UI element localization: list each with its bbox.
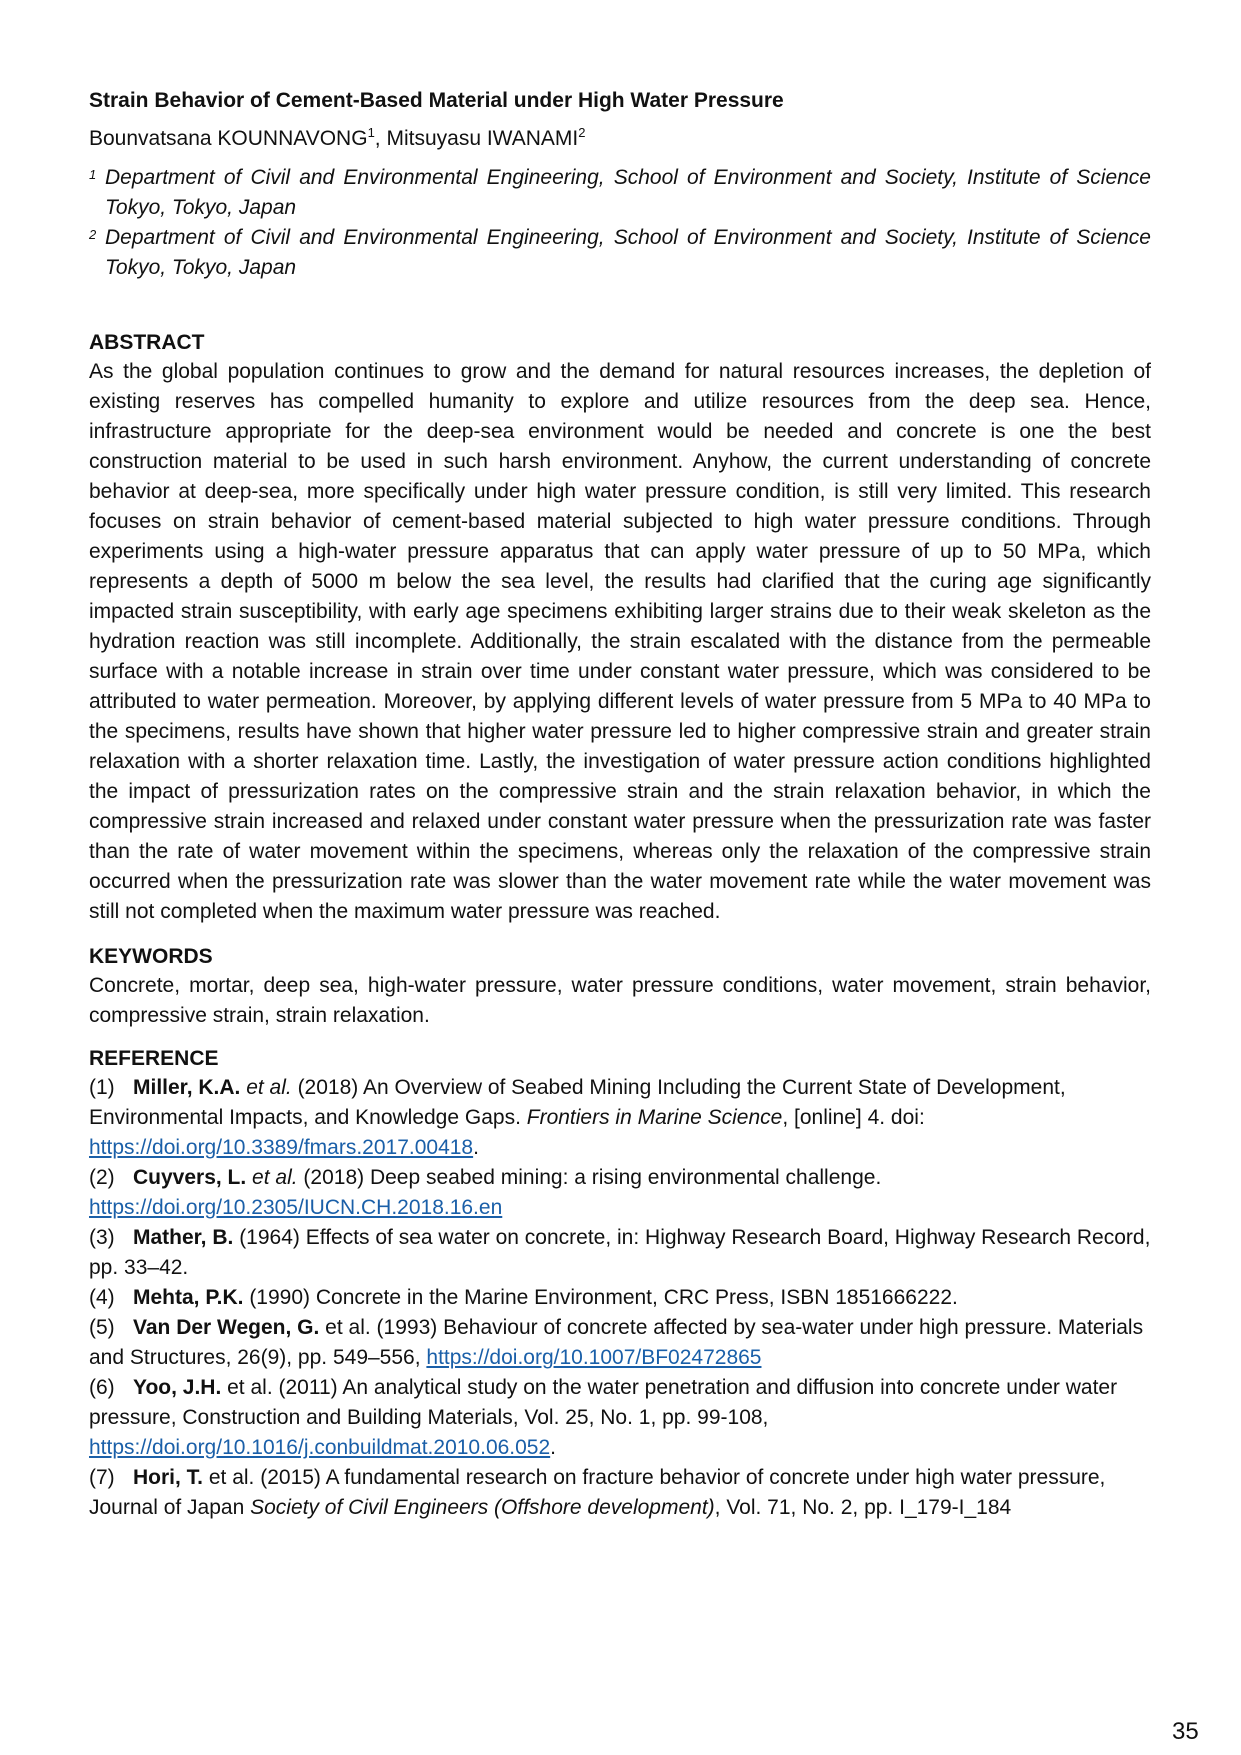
paper-page <box>89 85 1151 1523</box>
reference-number: (2) <box>89 1166 115 1189</box>
reference-number: (7) <box>89 1466 115 1489</box>
reference-doi-link[interactable]: https://doi.org/10.1007/BF02472865 <box>426 1346 762 1369</box>
affiliation-mark: 2 <box>89 227 97 242</box>
reference-et-al: et al. <box>319 1316 371 1339</box>
author-affil-mark: 1 <box>367 125 375 140</box>
abstract-text: As the global population continues to grow and the demand for natural resources increases, the depletion of existing reserves has compelled humanity to explore and utilize resources from the deep sea. Hence, infrastructure appropriate for the deep-sea environment would be needed and concrete is one the best construction material to be used in such harsh environment. Anyhow, the current understanding of concrete behavior at deep-sea, more specifically under high water pressure condition, is still very limited. This research focuses on strain behavior of cement-based material subjected to high water pressure conditions. Through experiments using a high-water pressure apparatus that can apply water pressure of up to 50 MPa, which represents a depth of 5000 m below the sea level, the results had clarified that the curing age significantly impacted strain susceptibility, with early age specimens exhibiting larger strains due to their weak skeleton as the hydration reaction was still incomplete. Additionally, the strain escalated with the distance from the permeable surface with a notable increase in strain over time under constant water pressure, which was considered to be attributed to water permeation. Moreover, by applying different levels of water pressure from 5 MPa to 40 MPa to the specimens, results have shown that higher water pressure led to higher compressive strain and greater strain relaxation with a shorter relaxation time. Lastly, the investigation of water pressure action conditions highlighted the impact of pressurization rates on the compressive strain and the strain relaxation behavior, in which the compressive strain increased and relaxed under constant water pressure when the pressurization rate was faster than the rate of water movement within the specimens, whereas only the relaxation of the compressive strain occurred when the pressurization rate was slower than the water movement rate while the water movement was still not completed when the maximum water pressure was reached. <box>89 360 1151 923</box>
reference-author: Van Der Wegen, G. <box>133 1316 320 1339</box>
author-list <box>89 117 1151 155</box>
reference-item <box>89 1163 1151 1223</box>
reference-journal: Frontiers in Marine Science <box>526 1106 783 1129</box>
reference-author: Miller, K.A. <box>133 1076 241 1099</box>
paper-title: Strain Behavior of Cement-Based Material under High Water Pressure <box>89 89 784 112</box>
reference-author: Mather, B. <box>133 1226 234 1249</box>
author-name: Bounvatsana KOUNNAVONG <box>89 127 368 150</box>
affiliation <box>89 163 1151 223</box>
reference-end: . <box>550 1436 557 1459</box>
affiliation-mark: 1 <box>89 167 97 182</box>
page-number: 35 <box>1172 1718 1199 1745</box>
affiliation-text: Department of Civil and Environmental Engineering, School of Environment and Society, Institute of Science Tokyo, Tokyo, Japan <box>105 166 1151 219</box>
affiliation-text: Department of Civil and Environmental Engineering, School of Environment and Society, Institute of Science Tokyo, Tokyo, Japan <box>105 226 1151 279</box>
reference-item <box>89 1373 1151 1463</box>
reference-number: (1) <box>89 1076 115 1099</box>
reference-author: Cuyvers, L. <box>133 1166 247 1189</box>
reference-item <box>89 1313 1151 1373</box>
reference-tail: , [online] 4. doi: <box>782 1106 925 1129</box>
abstract-heading: ABSTRACT <box>89 331 205 354</box>
author-name: Mitsuyasu IWANAMI <box>386 127 579 150</box>
reference-et-al: et al. <box>203 1466 255 1489</box>
reference-list <box>89 1073 1151 1523</box>
reference-body: (2015) A fundamental research on fracture behavior of concrete under high water pressure, Journal of Japan <box>89 1466 1106 1519</box>
reference-body: (2011) An analytical study on the water penetration and diffusion into concrete under water pressure, Construction and Building Materials, Vol. 25, No. 1, pp. 99-108, <box>89 1376 1118 1429</box>
reference-body: (1964) Effects of sea water on concrete, in: Highway Research Board, Highway Research Record, pp. 33–42. <box>89 1226 1151 1279</box>
reference-et-al: et al. <box>246 1166 298 1189</box>
reference-author: Hori, T. <box>133 1466 204 1489</box>
reference-body: (1993) Behaviour of concrete affected by sea-water under high pressure. Materials and Structures, 26(9), pp. 549–556, <box>89 1316 1144 1369</box>
reference-doi-link[interactable]: https://doi.org/10.1016/j.conbuildmat.2010.06.052 <box>89 1436 551 1459</box>
keywords-text: Concrete, mortar, deep sea, high-water pressure, water pressure conditions, water movement, strain behavior, compressive strain, strain relaxation. <box>89 974 1151 1027</box>
reference-doi-link[interactable]: https://doi.org/10.2305/IUCN.CH.2018.16.en <box>89 1196 503 1219</box>
reference-doi-link[interactable]: https://doi.org/10.3389/fmars.2017.00418 <box>89 1136 474 1159</box>
reference-author: Mehta, P.K. <box>133 1286 244 1309</box>
author-separator: , <box>374 127 387 150</box>
reference-body: (1990) Concrete in the Marine Environment, CRC Press, ISBN 1851666222. <box>243 1286 958 1309</box>
reference-tail: , Vol. 71, No. 2, pp. I_179-I_184 <box>714 1496 1012 1519</box>
reference-item <box>89 1283 1151 1313</box>
reference-number: (5) <box>89 1316 115 1339</box>
affiliation <box>89 223 1151 283</box>
reference-body: (2018) Deep seabed mining: a rising environmental challenge. <box>297 1166 882 1189</box>
reference-end: . <box>473 1136 479 1159</box>
reference-et-al: et al. <box>221 1376 273 1399</box>
reference-number: (6) <box>89 1376 115 1399</box>
reference-item <box>89 1463 1151 1523</box>
reference-body: (2018) An Overview of Seabed Mining Including the Current State of Development, Environmental Impacts, and Knowledge Gaps. <box>89 1076 1066 1129</box>
reference-number: (3) <box>89 1226 115 1249</box>
references-heading: REFERENCE <box>89 1047 219 1070</box>
reference-journal: Society of Civil Engineers (Offshore development) <box>250 1496 715 1519</box>
author-affil-mark: 2 <box>578 125 586 140</box>
reference-number: (4) <box>89 1286 115 1309</box>
reference-item <box>89 1223 1151 1283</box>
keywords-heading: KEYWORDS <box>89 945 213 968</box>
reference-item <box>89 1073 1151 1163</box>
reference-et-al: et al. <box>240 1076 292 1099</box>
reference-author: Yoo, J.H. <box>133 1376 222 1399</box>
